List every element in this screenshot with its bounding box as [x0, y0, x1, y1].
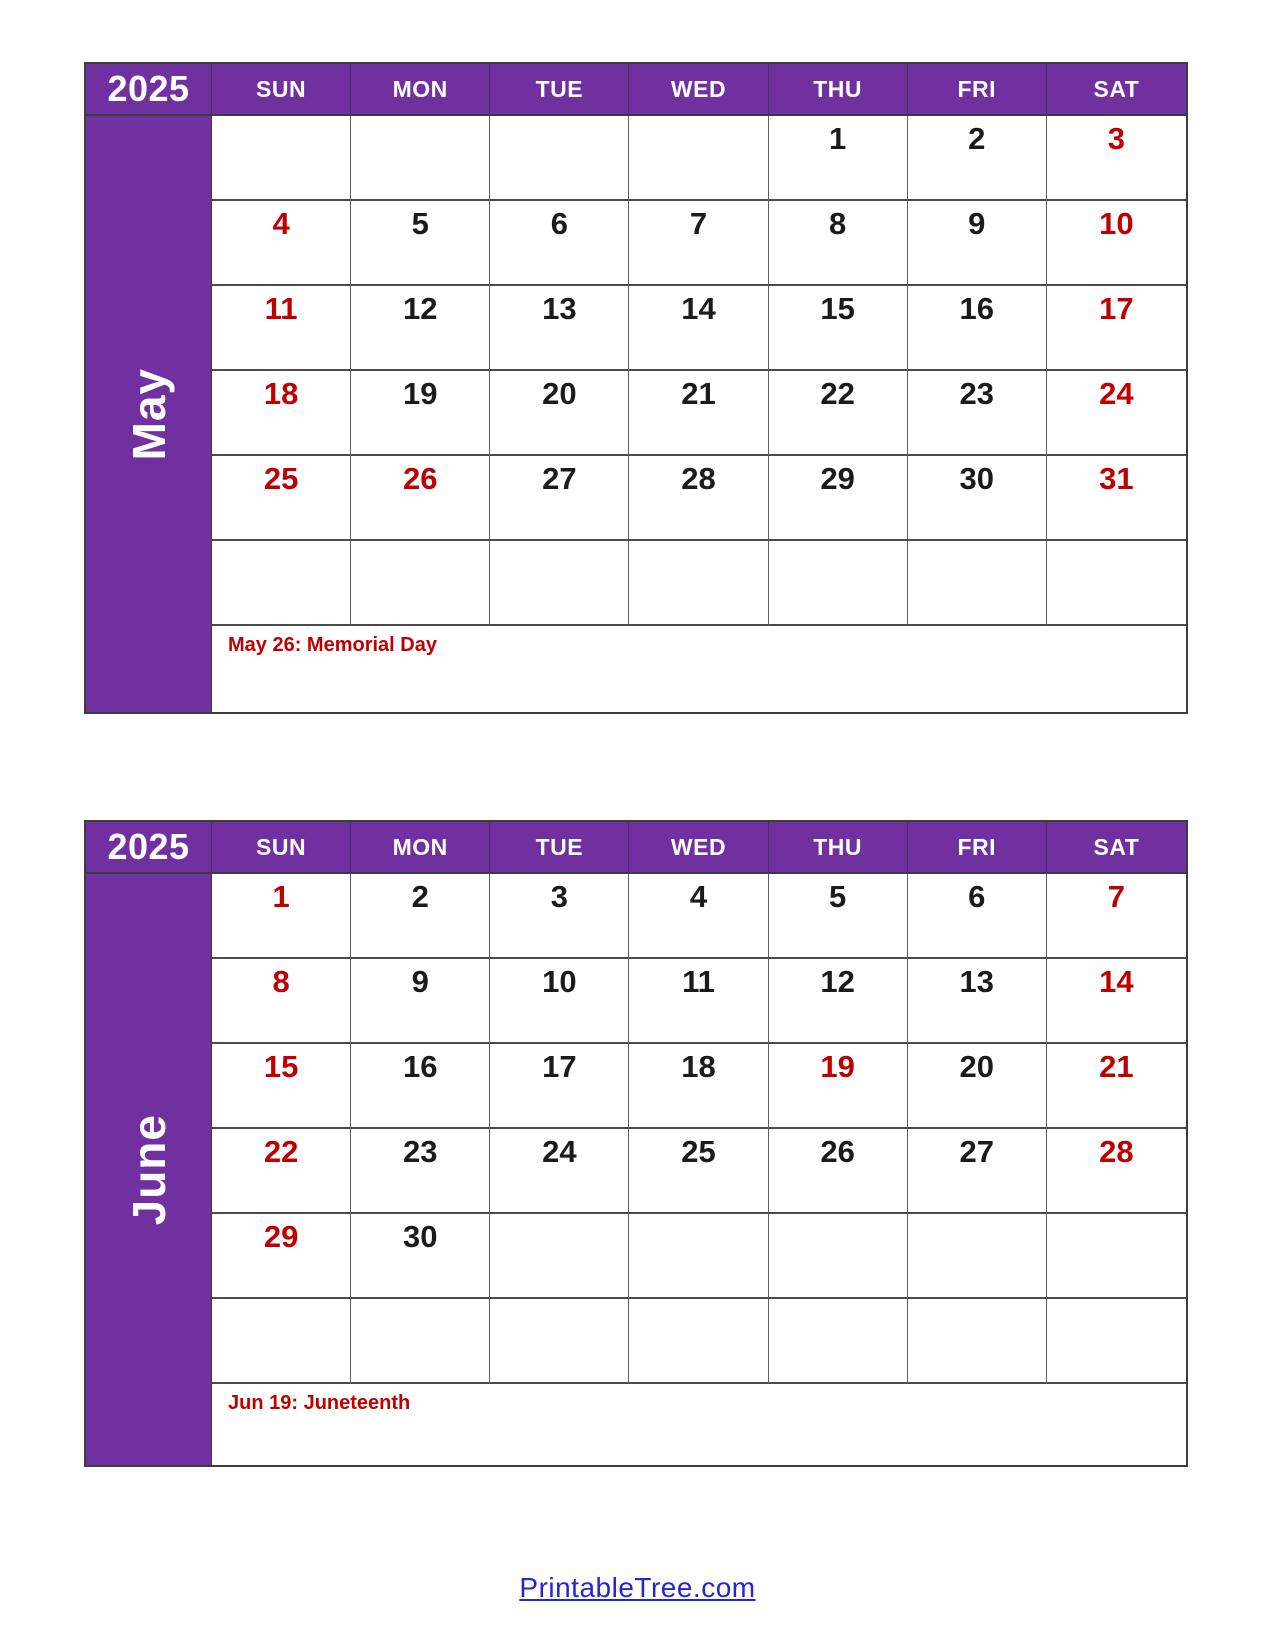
day-cell-empty: [212, 116, 351, 201]
day-cell-june-12: 12: [769, 959, 908, 1044]
day-cell-empty: [490, 541, 629, 626]
day-cell-june-2: 2: [351, 874, 490, 959]
day-cell-may-7: 7: [629, 201, 768, 286]
day-cell-june-16: 16: [351, 1044, 490, 1129]
day-cell-june-25: 25: [629, 1129, 768, 1214]
day-cell-empty: [908, 1214, 1047, 1299]
day-cell-may-25: 25: [212, 456, 351, 541]
month-sidebar: [86, 116, 212, 712]
day-cell-june-1: 1: [212, 874, 351, 959]
day-cell-may-20: 20: [490, 371, 629, 456]
month-label: June: [122, 1113, 175, 1226]
day-cell-may-18: 18: [212, 371, 351, 456]
holiday-note: Jun 19: Juneteenth: [212, 1384, 1186, 1465]
day-header-sat: SAT: [1047, 822, 1186, 874]
day-cell-june-17: 17: [490, 1044, 629, 1129]
day-cell-june-27: 27: [908, 1129, 1047, 1214]
month-sidebar: [86, 874, 212, 1465]
day-cell-june-24: 24: [490, 1129, 629, 1214]
day-header-wed: WED: [629, 64, 768, 116]
day-cell-empty: [1047, 1214, 1186, 1299]
printabletree-link[interactable]: PrintableTree.com: [519, 1572, 756, 1603]
day-cell-june-9: 9: [351, 959, 490, 1044]
day-cell-may-4: 4: [212, 201, 351, 286]
day-cell-june-15: 15: [212, 1044, 351, 1129]
day-cell-empty: [629, 1299, 768, 1384]
day-cell-june-7: 7: [1047, 874, 1186, 959]
day-header-wed: WED: [629, 822, 768, 874]
calendar-june: [84, 820, 1188, 1467]
day-cell-june-29: 29: [212, 1214, 351, 1299]
day-cell-june-20: 20: [908, 1044, 1047, 1129]
day-cell-empty: [769, 1214, 908, 1299]
day-header-thu: THU: [769, 822, 908, 874]
day-header-mon: MON: [351, 64, 490, 116]
day-cell-empty: [1047, 541, 1186, 626]
day-cell-june-11: 11: [629, 959, 768, 1044]
day-cell-empty: [212, 1299, 351, 1384]
day-cell-may-31: 31: [1047, 456, 1186, 541]
day-cell-june-5: 5: [769, 874, 908, 959]
day-header-fri: FRI: [908, 64, 1047, 116]
day-cell-empty: [212, 541, 351, 626]
day-cell-june-26: 26: [769, 1129, 908, 1214]
day-cell-may-2: 2: [908, 116, 1047, 201]
day-cell-june-21: 21: [1047, 1044, 1186, 1129]
day-cell-may-22: 22: [769, 371, 908, 456]
day-header-tue: TUE: [490, 822, 629, 874]
footer: [0, 1572, 1275, 1604]
day-cell-empty: [908, 1299, 1047, 1384]
day-cell-empty: [769, 1299, 908, 1384]
day-cell-empty: [629, 116, 768, 201]
day-cell-may-29: 29: [769, 456, 908, 541]
year-label: 2025: [86, 822, 212, 874]
day-cell-june-10: 10: [490, 959, 629, 1044]
day-cell-may-24: 24: [1047, 371, 1186, 456]
day-header-sun: SUN: [212, 822, 351, 874]
day-cell-may-16: 16: [908, 286, 1047, 371]
day-cell-empty: [490, 1299, 629, 1384]
day-cell-empty: [629, 1214, 768, 1299]
day-cell-may-17: 17: [1047, 286, 1186, 371]
day-cell-june-3: 3: [490, 874, 629, 959]
day-cell-empty: [769, 541, 908, 626]
day-header-tue: TUE: [490, 64, 629, 116]
day-cell-june-23: 23: [351, 1129, 490, 1214]
day-cell-may-8: 8: [769, 201, 908, 286]
day-cell-may-13: 13: [490, 286, 629, 371]
day-cell-may-26: 26: [351, 456, 490, 541]
day-cell-june-28: 28: [1047, 1129, 1186, 1214]
day-cell-june-30: 30: [351, 1214, 490, 1299]
day-cell-empty: [351, 1299, 490, 1384]
day-cell-empty: [1047, 1299, 1186, 1384]
day-cell-june-8: 8: [212, 959, 351, 1044]
day-cell-may-27: 27: [490, 456, 629, 541]
day-cell-may-30: 30: [908, 456, 1047, 541]
day-cell-empty: [490, 116, 629, 201]
day-cell-june-14: 14: [1047, 959, 1186, 1044]
day-cell-may-11: 11: [212, 286, 351, 371]
day-cell-may-5: 5: [351, 201, 490, 286]
day-cell-may-9: 9: [908, 201, 1047, 286]
year-label: 2025: [86, 64, 212, 116]
day-cell-may-23: 23: [908, 371, 1047, 456]
day-cell-june-22: 22: [212, 1129, 351, 1214]
day-cell-empty: [490, 1214, 629, 1299]
day-cell-empty: [351, 541, 490, 626]
day-cell-may-1: 1: [769, 116, 908, 201]
day-cell-may-6: 6: [490, 201, 629, 286]
month-label: May: [122, 367, 175, 461]
holiday-note: May 26: Memorial Day: [212, 626, 1186, 712]
day-cell-may-19: 19: [351, 371, 490, 456]
day-header-thu: THU: [769, 64, 908, 116]
day-cell-may-10: 10: [1047, 201, 1186, 286]
calendar-may: [84, 62, 1188, 714]
day-header-sun: SUN: [212, 64, 351, 116]
day-cell-may-15: 15: [769, 286, 908, 371]
day-cell-june-13: 13: [908, 959, 1047, 1044]
day-cell-june-19: 19: [769, 1044, 908, 1129]
day-cell-may-12: 12: [351, 286, 490, 371]
day-cell-june-18: 18: [629, 1044, 768, 1129]
day-cell-june-6: 6: [908, 874, 1047, 959]
day-cell-empty: [351, 116, 490, 201]
day-cell-may-3: 3: [1047, 116, 1186, 201]
day-header-mon: MON: [351, 822, 490, 874]
day-header-fri: FRI: [908, 822, 1047, 874]
day-cell-may-21: 21: [629, 371, 768, 456]
day-header-sat: SAT: [1047, 64, 1186, 116]
day-cell-may-28: 28: [629, 456, 768, 541]
day-cell-june-4: 4: [629, 874, 768, 959]
day-cell-may-14: 14: [629, 286, 768, 371]
day-cell-empty: [908, 541, 1047, 626]
day-cell-empty: [629, 541, 768, 626]
